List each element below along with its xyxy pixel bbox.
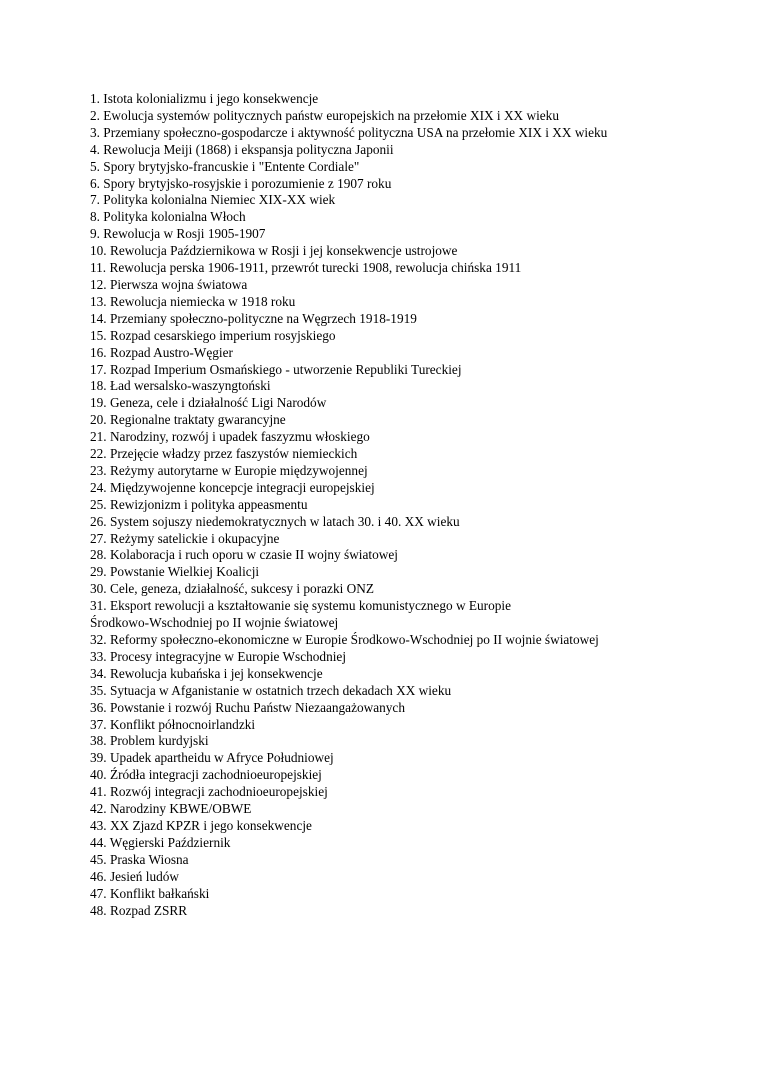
list-item: 33. Procesy integracyjne w Europie Wschodniej <box>90 648 347 664</box>
list-item: 42. Narodziny KBWE/OBWE <box>90 801 252 817</box>
list-item: 37. Konflikt północnoirlandzki <box>90 716 256 732</box>
list-item: 31. Eksport rewolucji a kształtowanie się systemu komunistycznego w Europie <box>90 598 511 614</box>
list-item: 5. Spory brytyjsko-francuskie i "Entente Cordiale" <box>90 158 360 174</box>
list-item: 21. Narodziny, rozwój i upadek faszyzmu włoskiego <box>90 429 370 445</box>
list-item: 39. Upadek apartheidu w Afryce Południowej <box>90 750 334 766</box>
list-item: 43. XX Zjazd KPZR i jego konsekwencje <box>90 817 312 833</box>
list-item: 7. Polityka kolonialna Niemiec XIX-XX wiek <box>90 192 336 208</box>
list-item: 9. Rewolucja w Rosji 1905-1907 <box>90 226 266 242</box>
list-item: 30. Cele, geneza, działalność, sukcesy i porazki ONZ <box>90 581 374 597</box>
list-item: 13. Rewolucja niemiecka w 1918 roku <box>90 293 296 309</box>
list-item: Środkowo-Wschodniej po II wojnie światowej <box>90 615 339 631</box>
list-item: 8. Polityka kolonialna Włoch <box>90 209 246 225</box>
list-item: 20. Regionalne traktaty gwarancyjne <box>90 412 286 428</box>
list-item: 48. Rozpad ZSRR <box>90 902 188 918</box>
list-item: 29. Powstanie Wielkiej Koalicji <box>90 564 260 580</box>
list-item: 40. Źródła integracji zachodnioeuropejskiej <box>90 767 322 783</box>
list-item: 4. Rewolucja Meiji (1868) i ekspansja polityczna Japonii <box>90 141 394 157</box>
list-item: 22. Przejęcie władzy przez faszystów niemieckich <box>90 446 358 462</box>
list-item: 27. Reżymy satelickie i okupacyjne <box>90 530 280 546</box>
list-item: 47. Konflikt bałkański <box>90 885 210 901</box>
list-item: 23. Reżymy autorytarne w Europie międzywojennej <box>90 462 368 478</box>
list-item: 14. Przemiany społeczno-polityczne na Węgrzech 1918-1919 <box>90 310 417 326</box>
list-item: 2. Ewolucja systemów politycznych państw europejskich na przełomie XIX i XX wieku <box>90 107 559 123</box>
list-item: 6. Spory brytyjsko-rosyjskie i porozumienie z 1907 roku <box>90 175 392 191</box>
list-item: 36. Powstanie i rozwój Ruchu Państw Niezaangażowanych <box>90 699 405 715</box>
list-item: 25. Rewizjonizm i polityka appeasmentu <box>90 496 308 512</box>
list-item: 28. Kolaboracja i ruch oporu w czasie II wojny światowej <box>90 547 398 563</box>
list-item: 38. Problem kurdyjski <box>90 733 209 749</box>
list-item: 26. System sojuszy niedemokratycznych w latach 30. i 40. XX wieku <box>90 513 460 529</box>
list-item: 34. Rewolucja kubańska i jej konsekwencje <box>90 665 323 681</box>
list-item: 19. Geneza, cele i działalność Ligi Narodów <box>90 395 327 411</box>
list-item: 17. Rozpad Imperium Osmańskiego - utworzenie Republiki Tureckiej <box>90 361 462 377</box>
list-item: 46. Jesień ludów <box>90 868 180 884</box>
list-item: 16. Rozpad Austro-Węgier <box>90 344 233 360</box>
list-item: 41. Rozwój integracji zachodnioeuropejskiej <box>90 784 328 800</box>
list-item: 15. Rozpad cesarskiego imperium rosyjskiego <box>90 327 336 343</box>
list-item: 24. Międzywojenne koncepcje integracji europejskiej <box>90 479 375 495</box>
list-item: 18. Ład wersalsko-waszyngtoński <box>90 378 271 394</box>
list-item: 10. Rewolucja Październikowa w Rosji i jej konsekwencje ustrojowe <box>90 243 458 259</box>
list-item: 12. Pierwsza wojna światowa <box>90 276 248 292</box>
list-item: 11. Rewolucja perska 1906-1911, przewrót turecki 1908, rewolucja chińska 1911 <box>90 260 522 276</box>
list-item: 44. Węgierski Październik <box>90 834 231 850</box>
list-item: 32. Reformy społeczno-ekonomiczne w Europie Środkowo-Wschodniej po II wojnie światowej <box>90 632 599 647</box>
topic-list <box>90 91 730 919</box>
list-item: 1. Istota kolonializmu i jego konsekwencje <box>90 91 319 106</box>
list-item: 3. Przemiany społeczno-gospodarcze i aktywność polityczna USA na przełomie XIX i XX wieku <box>90 124 608 140</box>
list-item: 35. Sytuacja w Afganistanie w ostatnich trzech dekadach XX wieku <box>90 682 452 698</box>
list-item: 45. Praska Wiosna <box>90 851 189 867</box>
